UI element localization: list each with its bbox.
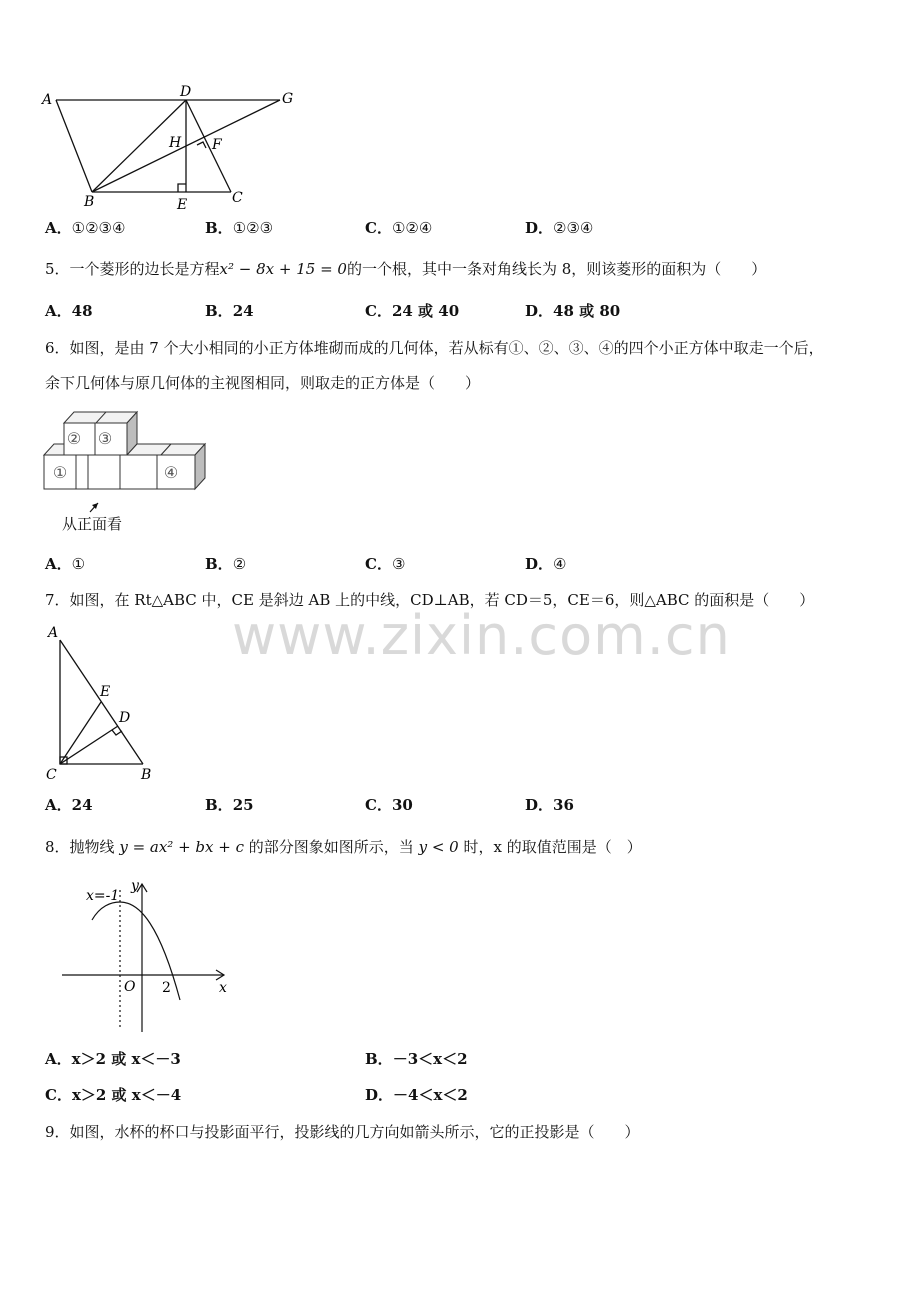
q7-option-d: D．36 — [525, 796, 574, 814]
q8-graph — [56, 870, 246, 1040]
label-H: H — [169, 135, 182, 151]
q6-option-d: D．④ — [525, 555, 567, 573]
q6-question-line1: 6．如图，是由 7 个大小相同的小正方体堆砌而成的几何体，若从标有①、②、③、④的四个小正方体中取走一个后， — [45, 339, 824, 357]
cube-label-1: ① — [52, 463, 68, 482]
label-C: C — [232, 190, 243, 206]
q8-option-a: A．x＞2 或 x＜－3 — [45, 1050, 181, 1068]
q5-option-a: A．48 — [45, 302, 93, 320]
q7-figure — [40, 622, 170, 784]
watermark: www.zixin.com.cn — [232, 604, 731, 667]
q5-option-d: D．48 或 80 — [525, 302, 621, 320]
q6-question-line2: 余下几何体与原几何体的主视图相同，则取走的正方体是（ ） — [45, 374, 481, 392]
axis-line-label: x=-1 — [86, 888, 120, 904]
q8-option-b: B．－3＜x＜2 — [365, 1050, 468, 1068]
root-label: 2 — [162, 980, 171, 996]
label-C: C — [46, 767, 57, 783]
q8-question: 8．抛物线 y = ax² + bx + c 的部分图象如图所示，当 y < 0 时，x 的取值范围是（ ） — [45, 838, 642, 856]
label-B: B — [84, 194, 95, 210]
q9-question: 9．如图，水杯的杯口与投影面平行，投影线的几方向如箭头所示，它的正投影是（ ） — [45, 1123, 640, 1141]
cube-label-3: ③ — [97, 429, 113, 448]
origin-label: O — [124, 979, 136, 995]
q6-view-caption: 从正面看 — [62, 515, 123, 533]
q4-option-b: B．①②③ — [205, 219, 274, 237]
q6-option-c: C．③ — [365, 555, 406, 573]
label-A: A — [42, 92, 53, 108]
q8-option-c: C．x＞2 或 x＜－4 — [45, 1086, 182, 1104]
q4-figure — [36, 84, 306, 214]
q7-option-c: C．30 — [365, 796, 413, 814]
q4-option-d: D．②③④ — [525, 219, 594, 237]
x-axis-label: x — [219, 980, 227, 996]
label-E: E — [100, 684, 111, 700]
q5-option-c: C．24 或 40 — [365, 302, 460, 320]
q8-option-d: D．－4＜x＜2 — [365, 1086, 468, 1104]
q7-question: 7．如图，在 Rt△ABC 中，CE 是斜边 AB 上的中线，CD⊥AB，若 CD＝5，CE＝6，则△ABC 的面积是（ ） — [45, 591, 815, 609]
label-A: A — [48, 625, 59, 641]
label-D: D — [180, 84, 192, 100]
cube-label-4: ④ — [163, 463, 179, 482]
label-D: D — [119, 710, 131, 726]
q7-option-b: B．25 — [205, 796, 254, 814]
q7-option-a: A．24 — [45, 796, 93, 814]
label-E: E — [177, 197, 188, 213]
cube-label-2: ② — [66, 429, 82, 448]
q4-option-c: C．①②④ — [365, 219, 433, 237]
q4-option-a: A．①②③④ — [45, 219, 126, 237]
label-B: B — [141, 767, 152, 783]
q6-option-b: B．② — [205, 555, 247, 573]
label-G: G — [282, 91, 294, 107]
y-axis-label: y — [131, 878, 139, 894]
q5-question: 5．一个菱形的边长是方程x² − 8x + 15 = 0的一个根，其中一条对角线长为 8，则该菱形的面积为（ ） — [45, 260, 767, 278]
q5-option-b: B．24 — [205, 302, 254, 320]
label-F: F — [212, 137, 222, 153]
q6-option-a: A．① — [45, 555, 86, 573]
